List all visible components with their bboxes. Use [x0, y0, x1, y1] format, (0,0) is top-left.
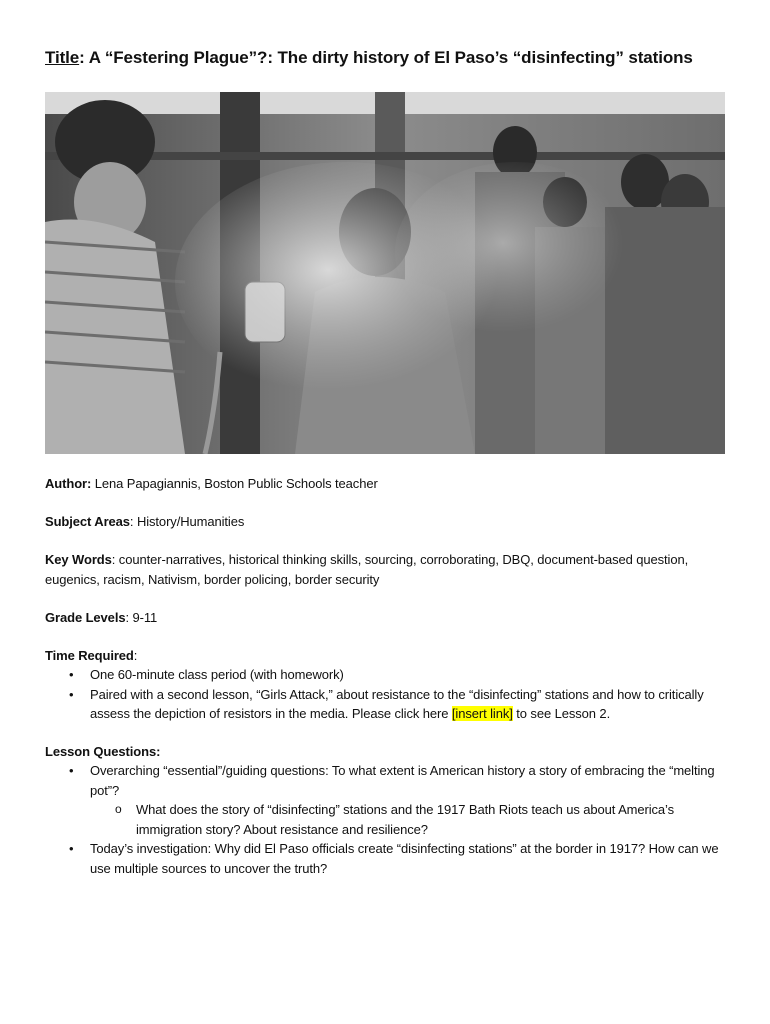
photo-image-icon [45, 92, 725, 454]
list-item [90, 685, 735, 724]
time-item-text: One 60-minute class period (with homework) [90, 667, 344, 682]
list-item [136, 800, 735, 839]
author-field [45, 474, 735, 494]
grade-levels-label: Grade Levels [45, 609, 126, 625]
key-words-label: Key Words [45, 552, 112, 567]
key-words-value: : counter-narratives, historical thinking skills, sourcing, corroborating, DBQ, document-based question, eugenics, racism, Nativism, border policing, border security [45, 552, 689, 587]
question-text: Overarching “essential”/guiding questions: To what extent is American history a story of embracing the “melting pot”? [90, 763, 715, 798]
subject-areas-label: Subject Areas [45, 514, 130, 529]
lesson-questions-list [45, 761, 735, 878]
title-text: : A “Festering Plague”?: The dirty history of El Paso’s “disinfecting” stations [79, 48, 693, 67]
time-required-list [45, 665, 735, 724]
grade-levels-value: : 9-11 [125, 609, 158, 625]
lesson-questions-heading: Lesson Questions: [45, 743, 161, 759]
subject-areas-value: : History/Humanities [129, 514, 245, 529]
sub-question-text: What does the story of “disinfecting” stations and the 1917 Bath Riots teach us about America’s immigration story? About resistance and resilience? [136, 802, 675, 837]
time-required-colon: : [133, 647, 138, 663]
author-label: Author: [45, 476, 92, 491]
document-title [45, 48, 745, 68]
sub-question-list [90, 800, 735, 839]
time-item-text-after: to see Lesson 2. [512, 706, 611, 721]
insert-link[interactable]: [insert link] [451, 706, 513, 721]
question-text: Today’s investigation: Why did El Paso officials create “disinfecting stations” at the border in 1917? How can we use multiple sources to uncover the truth? [90, 841, 719, 876]
grade-levels-field [45, 608, 735, 628]
spacer [45, 724, 735, 742]
subject-areas-field [45, 512, 735, 532]
time-required-label: Time Required [45, 647, 134, 663]
author-value: Lena Papagiannis, Boston Public Schools teacher [91, 476, 378, 491]
lesson-details [45, 474, 735, 878]
list-item [90, 665, 735, 685]
list-item [90, 761, 735, 839]
list-item [90, 839, 735, 878]
historical-photo [45, 92, 725, 454]
time-item-text: Paired with a second lesson, “Girls Attack,” about resistance to the “disinfecting” stations and how to critically assess the depiction of resistors in the media. Please click here [90, 686, 704, 721]
time-required-heading [45, 646, 735, 666]
key-words-field [45, 550, 735, 589]
title-label: Title [45, 48, 80, 67]
